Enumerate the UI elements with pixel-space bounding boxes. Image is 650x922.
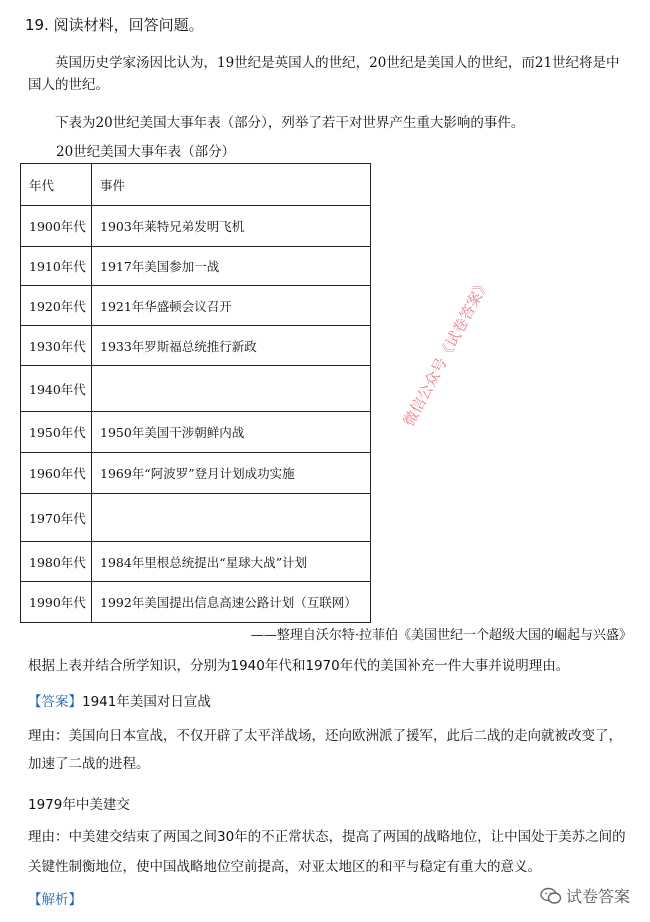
table-row	[21, 326, 371, 366]
row-era: 1950年代	[21, 412, 92, 453]
table-header-row	[21, 164, 371, 206]
watermark: 微信公众号《试卷答案》	[399, 275, 494, 430]
row-event: 1917年美国参加一战	[92, 247, 371, 286]
footer-brand-text: 试卷答案	[565, 887, 630, 906]
question-prompt: 根据上表并结合所学知识，分别为1940年代和1970年代的美国补充一件大事并说明理由。	[28, 658, 570, 674]
intro-paragraph-2: 下表为20世纪美国大事年表（部分），列举了若干对世界产生重大影响的事件。	[55, 115, 525, 131]
table-row	[21, 206, 371, 247]
row-event: 1903年莱特兄弟发明飞机	[92, 206, 371, 247]
row-event: 1950年美国干涉朝鲜内战	[92, 412, 371, 453]
table-row	[21, 412, 371, 453]
table-row	[21, 494, 371, 542]
row-era: 1930年代	[21, 326, 92, 366]
wechat-icon	[540, 887, 562, 905]
row-era: 1980年代	[21, 542, 92, 582]
question-header	[25, 14, 204, 35]
table-row	[21, 542, 371, 582]
row-era: 1990年代	[21, 582, 92, 623]
row-era: 1960年代	[21, 453, 92, 494]
footer-brand	[540, 884, 630, 907]
intro-paragraph: 英国历史学家汤因比认为，19世纪是英国人的世纪，20世纪是美国人的世纪，而21世纪将是中国人的世纪。	[28, 55, 620, 93]
answer-second-reason: 理由：中美建交结束了两国之间30年的不正常状态，提高了两国的战略地位，让中国处于美苏之间的关键性制衡地位，使中国战略地位空前提高，对亚太地区的和平与稳定有重大的意义。	[28, 829, 626, 875]
row-event	[92, 366, 371, 412]
row-era: 1910年代	[21, 247, 92, 286]
source-citation: ——整理自沃尔特·拉菲伯《美国世纪一个超级大国的崛起与兴盛》	[250, 628, 632, 643]
row-era: 1920年代	[21, 286, 92, 326]
answer-second: 1979年中美建交	[28, 797, 130, 813]
header-event: 事件	[92, 164, 371, 206]
row-era: 1900年代	[21, 206, 92, 247]
answer-tag: 【答案】	[28, 694, 82, 710]
answer-first-text: 1941年美国对日宣战	[82, 694, 211, 710]
row-event: 1921年华盛顿会议召开	[92, 286, 371, 326]
table-row	[21, 247, 371, 286]
table-row	[21, 582, 371, 623]
row-event	[92, 494, 371, 542]
table-row	[21, 286, 371, 326]
header-era: 年代	[21, 164, 92, 206]
events-table	[20, 163, 371, 623]
row-era: 1940年代	[21, 366, 92, 412]
table-row	[21, 366, 371, 412]
table-caption: 20世纪美国大事年表（部分）	[56, 144, 236, 160]
row-event: 1984年里根总统提出“星球大战”计划	[92, 542, 371, 582]
question-instruction: 阅读材料，回答问题。	[53, 16, 204, 34]
row-event: 1933年罗斯福总统推行新政	[92, 326, 371, 366]
table-row	[21, 453, 371, 494]
question-number: 19.	[25, 16, 49, 34]
row-era: 1970年代	[21, 494, 92, 542]
row-event: 1969年“阿波罗”登月计划成功实施	[92, 453, 371, 494]
analysis-tag: 【解析】	[28, 892, 82, 908]
row-event: 1992年美国提出信息高速公路计划（互联网）	[92, 582, 371, 623]
answer-first-reason: 理由：美国向日本宣战，不仅开辟了太平洋战场，还向欧洲派了援军，此后二战的走向就被改变了，加速了二战的进程。	[28, 728, 622, 772]
answer-first	[28, 690, 211, 710]
